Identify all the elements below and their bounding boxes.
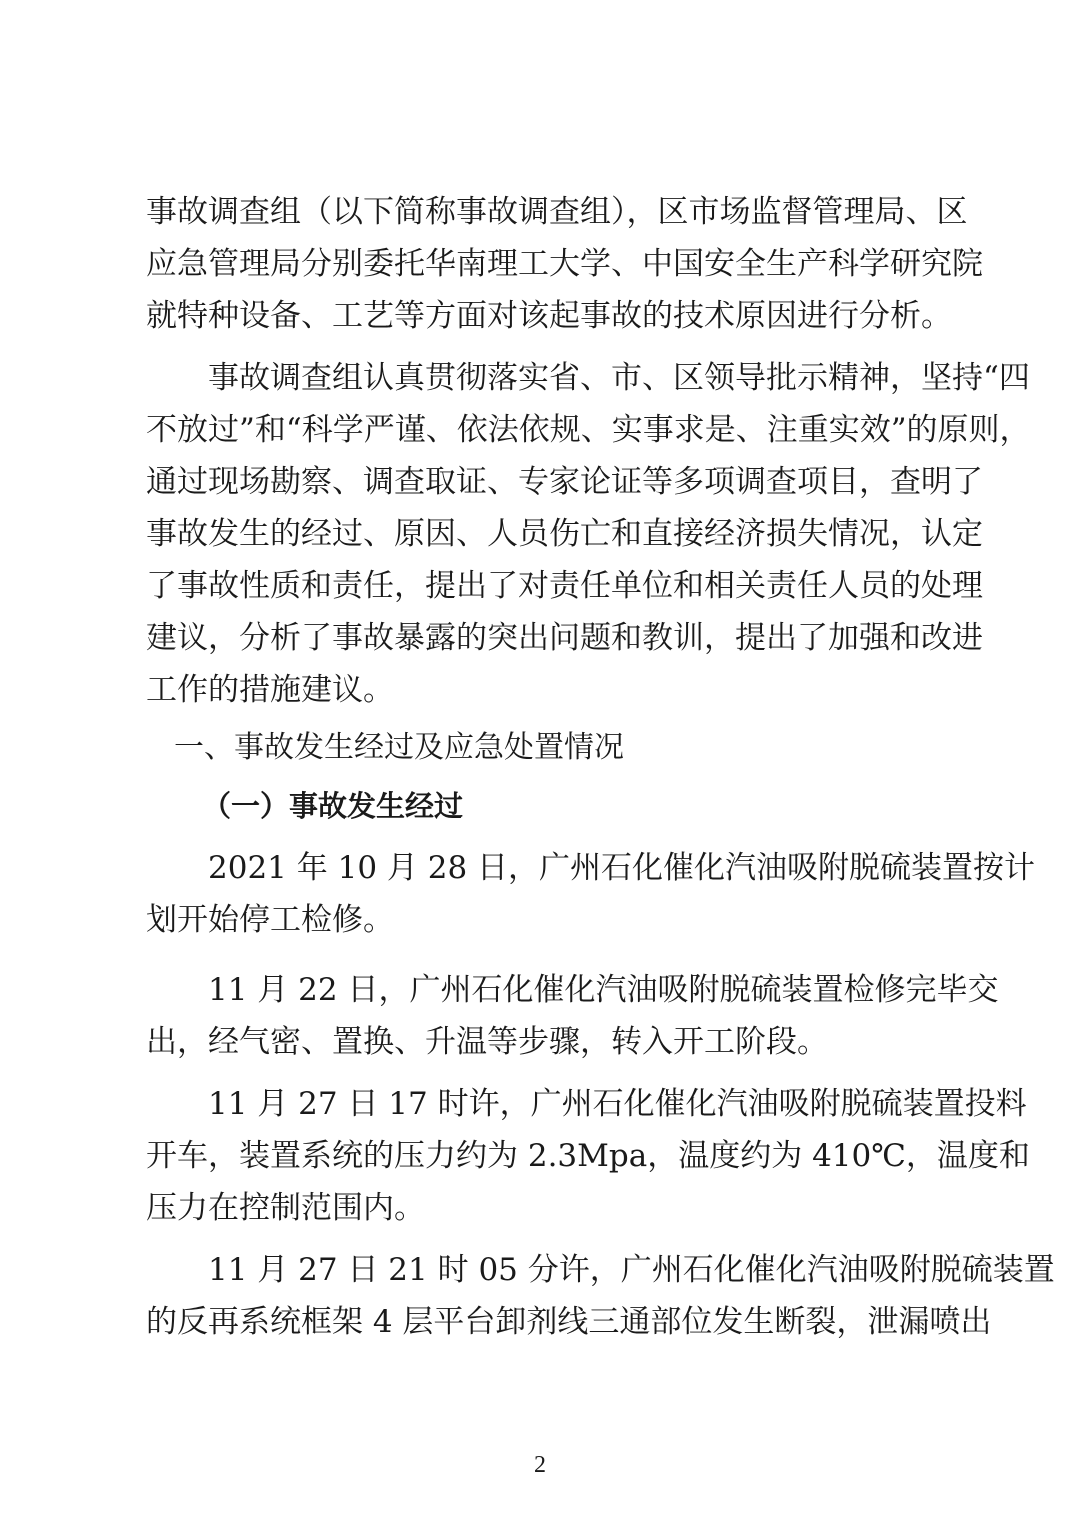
paragraph-event-startup xyxy=(146,1078,1030,1234)
paragraph-line: 11 月 22 日，广州石化催化汽油吸附脱硫装置检修完毕交 xyxy=(208,972,999,1008)
paragraph-line: 2021 年 10 月 28 日，广州石化催化汽油吸附脱硫装置按计 xyxy=(208,850,1036,886)
paragraph-line: 开车，装置系统的压力约为 2.3Mpa，温度约为 410℃，温度和 xyxy=(146,1138,1030,1174)
paragraph-line: 11 月 27 日 21 时 05 分许，广州石化催化汽油吸附脱硫装置 xyxy=(208,1252,1055,1288)
paragraph-line: 11 月 27 日 17 时许，广州石化催化汽油吸附脱硫装置投料 xyxy=(208,1086,1027,1122)
paragraph-line: 通过现场勘察、调查取证、专家论证等多项调查项目，查明了 xyxy=(146,464,983,500)
document-body xyxy=(146,186,1055,1348)
paragraph-line: 压力在控制范围内。 xyxy=(146,1190,425,1226)
section-heading: 一、事故发生经过及应急处置情况 xyxy=(174,730,624,765)
paragraph-event-shutdown xyxy=(146,842,1036,946)
page-number: 2 xyxy=(534,1452,546,1478)
paragraph-line: 事故调查组（以下简称事故调查组），区市场监督管理局、区 xyxy=(146,194,968,230)
paragraph-line: 了事故性质和责任，提出了对责任单位和相关责任人员的处理 xyxy=(146,568,983,604)
paragraph-investigation-team xyxy=(146,186,983,342)
subsection-heading: （一）事故发生经过 xyxy=(202,789,464,823)
paragraph-line: 建议，分析了事故暴露的突出问题和教训，提出了加强和改进 xyxy=(146,620,983,656)
paragraph-line: 出，经气密、置换、升温等步骤，转入开工阶段。 xyxy=(146,1024,828,1060)
paragraph-line: 不放过”和“科学严谨、依法依规、实事求是、注重实效”的原则， xyxy=(146,412,1031,448)
paragraph-line: 应急管理局分别委托华南理工大学、中国安全生产科学研究院 xyxy=(146,246,983,282)
paragraph-event-rupture xyxy=(146,1244,1055,1348)
paragraph-line: 工作的措施建议。 xyxy=(146,672,394,708)
paragraph-line: 的反再系统框架 4 层平台卸剂线三通部位发生断裂，泄漏喷出 xyxy=(146,1304,992,1340)
paragraph-event-maintenance-complete xyxy=(146,964,999,1068)
paragraph-line: 就特种设备、工艺等方面对该起事故的技术原因进行分析。 xyxy=(146,298,952,334)
paragraph-line: 划开始停工检修。 xyxy=(146,902,394,938)
paragraph-investigation-principles xyxy=(146,352,1031,716)
paragraph-line: 事故发生的经过、原因、人员伤亡和直接经济损失情况，认定 xyxy=(146,516,983,552)
paragraph-line: 事故调查组认真贯彻落实省、市、区领导批示精神，坚持“四 xyxy=(208,360,1030,396)
